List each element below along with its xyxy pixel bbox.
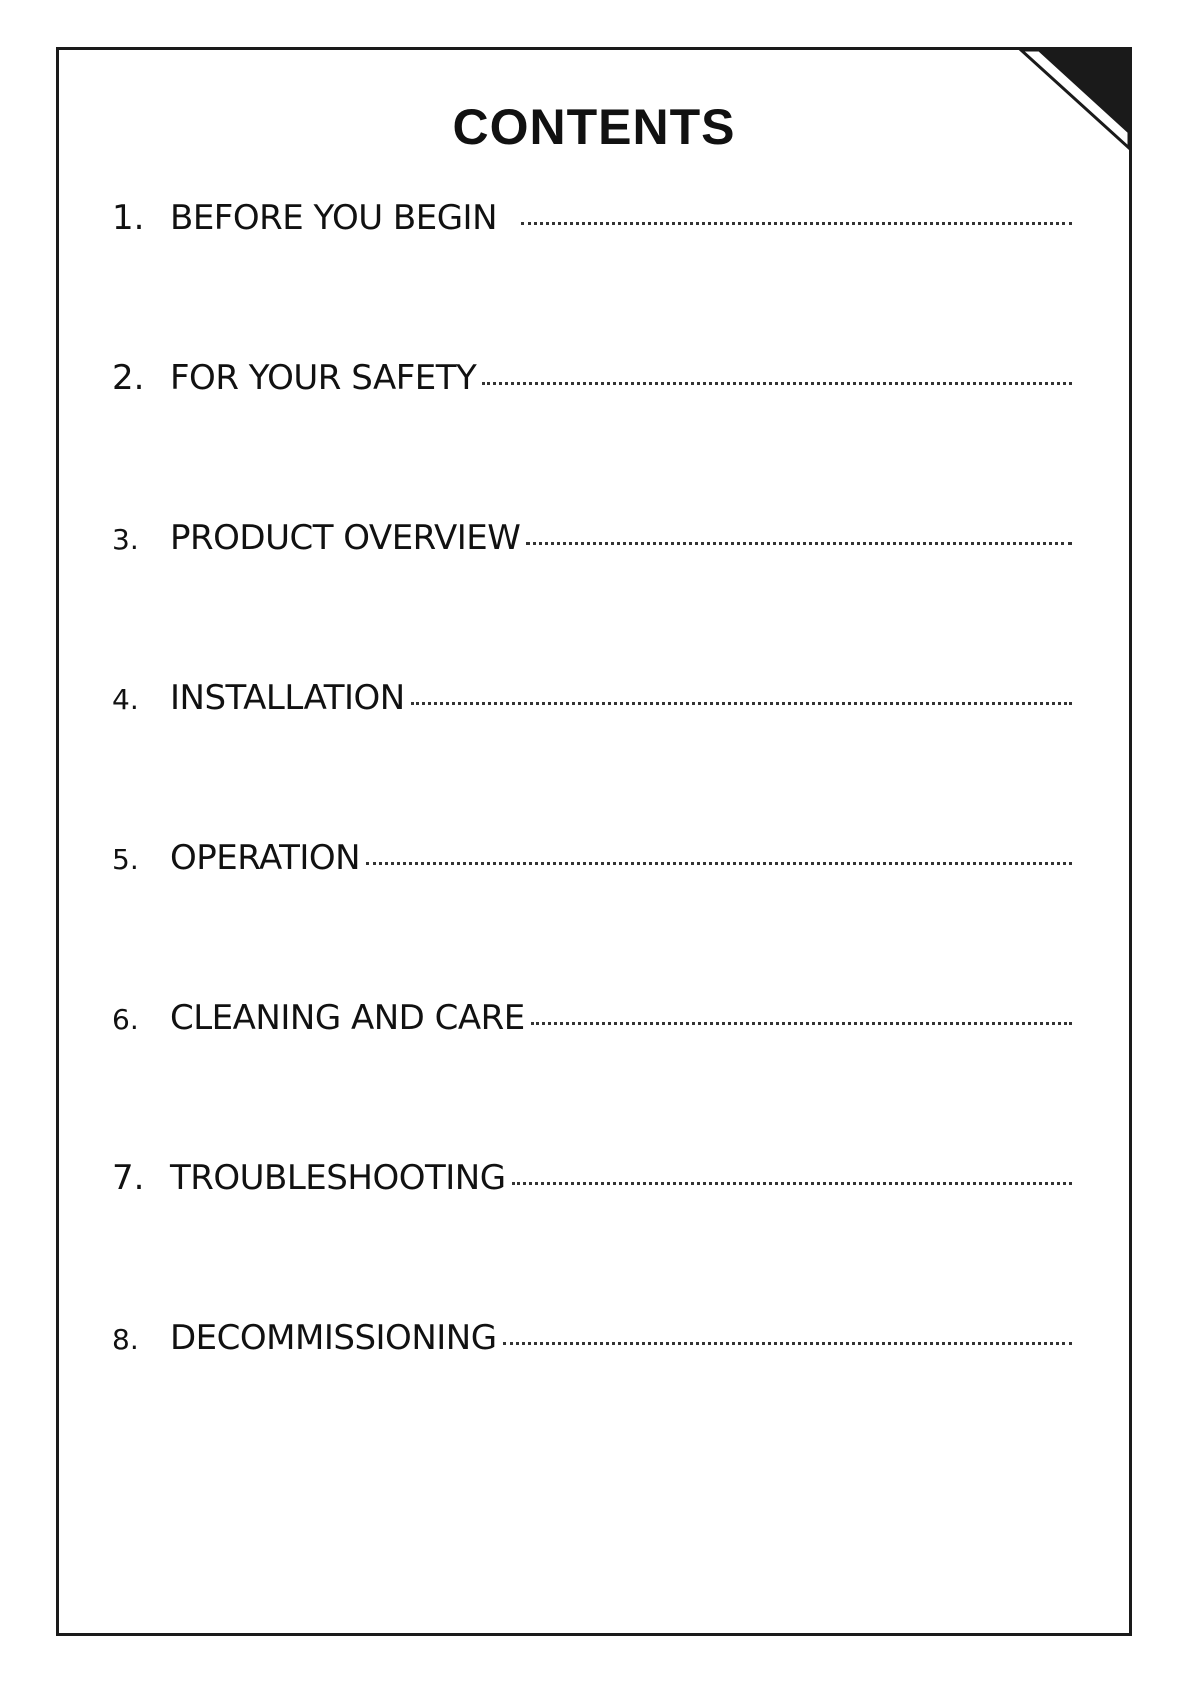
toc-dot-leader bbox=[482, 382, 1072, 385]
toc-entry-label: INSTALLATION bbox=[170, 678, 405, 718]
page-frame bbox=[56, 47, 1132, 1636]
table-of-contents bbox=[112, 198, 1072, 1478]
toc-entry-installation bbox=[112, 678, 1072, 838]
toc-entry-operation bbox=[112, 838, 1072, 998]
toc-dot-leader bbox=[521, 222, 1072, 225]
toc-entry-number: 8. bbox=[112, 1323, 139, 1356]
toc-entry-number: 6. bbox=[112, 1003, 139, 1036]
toc-entry-number: 5. bbox=[112, 843, 139, 876]
toc-entry-label: CLEANING AND CARE bbox=[170, 998, 525, 1038]
toc-dot-leader bbox=[526, 542, 1072, 545]
toc-entry-number: 2. bbox=[112, 358, 145, 398]
toc-entry-label: BEFORE YOU BEGIN bbox=[170, 198, 498, 238]
toc-dot-leader bbox=[531, 1022, 1072, 1025]
toc-entry-number: 4. bbox=[112, 683, 139, 716]
toc-entry-number: 1. bbox=[112, 198, 145, 238]
toc-dot-leader bbox=[512, 1182, 1072, 1185]
toc-entry-troubleshooting bbox=[112, 1158, 1072, 1318]
toc-dot-leader bbox=[366, 862, 1072, 865]
toc-entry-number: 3. bbox=[112, 523, 139, 556]
toc-entry-label: DECOMMISSIONING bbox=[170, 1318, 497, 1358]
toc-entry-label: FOR YOUR SAFETY bbox=[170, 358, 477, 398]
toc-entry-label: OPERATION bbox=[170, 838, 361, 878]
toc-dot-leader bbox=[411, 702, 1072, 705]
toc-entry-label: PRODUCT OVERVIEW bbox=[170, 518, 521, 558]
toc-entry-number: 7. bbox=[112, 1158, 145, 1198]
toc-entry-decommissioning bbox=[112, 1318, 1072, 1478]
toc-entry-label: TROUBLESHOOTING bbox=[170, 1158, 506, 1198]
toc-entry-before-you-begin bbox=[112, 198, 1072, 358]
toc-entry-product-overview bbox=[112, 518, 1072, 678]
toc-entry-cleaning-and-care bbox=[112, 998, 1072, 1158]
toc-dot-leader bbox=[503, 1342, 1072, 1345]
toc-entry-for-your-safety bbox=[112, 358, 1072, 518]
page-title: CONTENTS bbox=[452, 99, 736, 155]
